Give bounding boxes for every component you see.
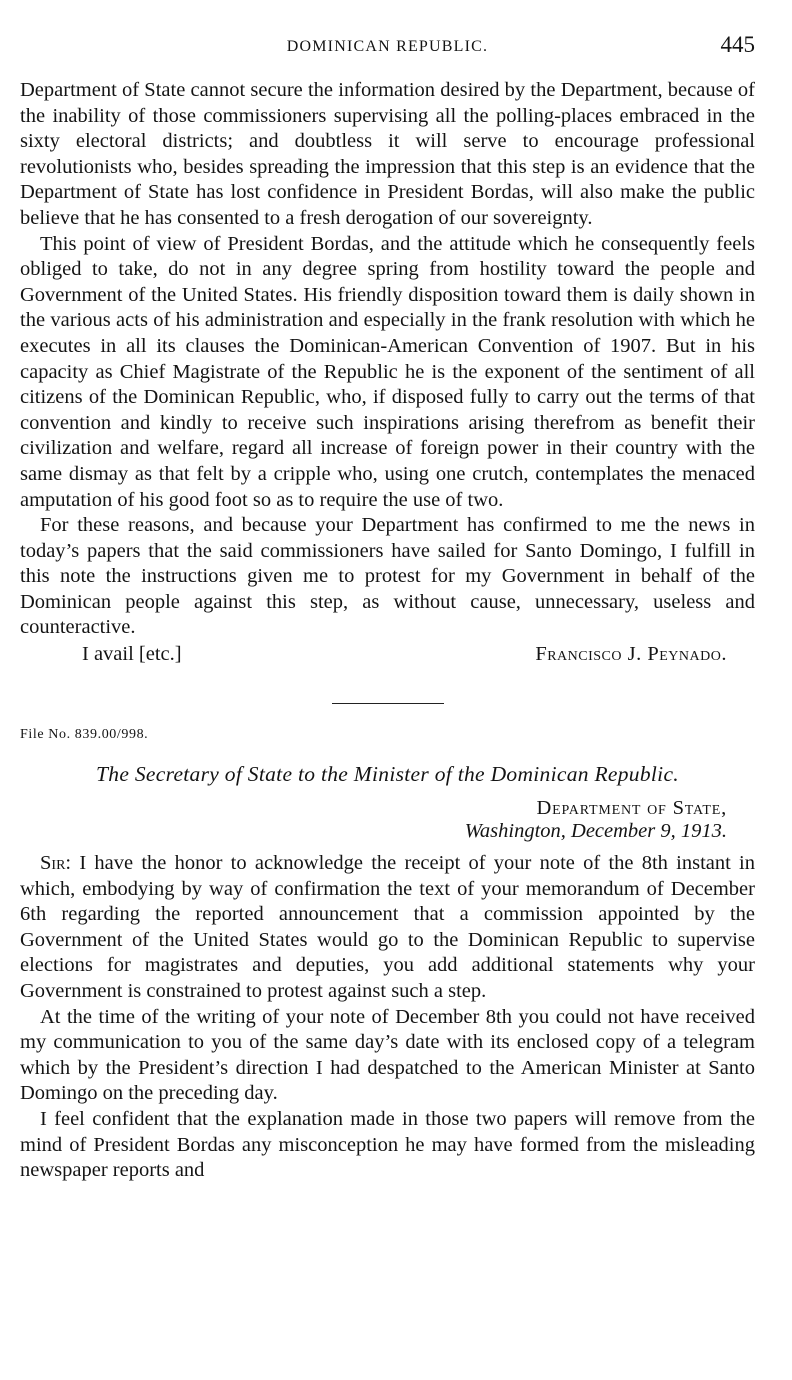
paragraph: At the time of the writing of your note of December 8th you could not have received my communication to you of the same day’s date with its enclosed copy of a telegram which by the President’s direction I had despatched to the American Minister at Santo Domingo on the preceding day.	[20, 1005, 755, 1105]
file-number: File No. 839.00/998.	[20, 727, 149, 743]
paragraph	[20, 851, 755, 1005]
paragraph-text: I have the honor to acknowledge the receipt of your note of the 8th instant in which, embodying by way of confirmation the text of your memorandum of December 6th regarding the reported announcement that a commission appointed by the Government of the United States would go to the Dominican Republic to supervise elections for magistrates and deputies, you add additional statements why your Government is constrained to protest against such a step.	[20, 852, 755, 1003]
paragraph: For these reasons, and because your Department has confirmed to me the news in today’s papers that the said commissioners have sailed for Santo Domingo, I fulfill in this note the instructions given me to protest for my Government in behalf of the Dominican people against this step, as without cause, unnecessary, useless and counteractive.	[20, 514, 755, 639]
dateline-department: Department of State,	[536, 797, 727, 820]
paragraph: I feel confident that the explanation made in those two papers will remove from the mind of President Bordas any misconception he may have formed from the misleading newspaper reports and	[20, 1108, 755, 1182]
page-number: 445	[720, 32, 755, 57]
letter-body	[20, 851, 755, 1184]
running-title: DOMINICAN REPUBLIC.	[286, 38, 489, 55]
closing-formula: I avail [etc.]	[82, 643, 182, 666]
page-body	[20, 78, 755, 1184]
signature: Francisco J. Peynado.	[535, 643, 727, 666]
section-divider	[332, 703, 444, 704]
paragraph: This point of view of President Bordas, and the attitude which he consequently feels obliged to take, do not in any degree spring from hostility toward the people and Government of the United States. His friendly disposition toward them is daily shown in the various acts of his administration and especially in the frank resolution with which he executes in all its clauses the Dominican-American Convention of 1907. But in his capacity as Chief Magistrate of the Republic he is the exponent of the sentiment of all citizens of the Dominican Republic, who, if disposed fully to carry out the terms of that convention and kindly to receive such inspirations arising therefrom as benefit their civilization and welfare, regard all increase of foreign power in their country with the same dismay as that felt by a cripple who, using one crutch, contemplates the menaced amputation of his good foot so as to require the use of two.	[20, 232, 755, 511]
running-head	[20, 30, 755, 60]
closing-line	[20, 641, 755, 667]
paragraph-continued: Department of State cannot secure the information desired by the Department, because of the inability of those commissioners supervising all the polling-places embraced in the sixty electoral districts; and doubtless it will serve to encourage professional revolutionists who, besides spreading the impression that this step is an evidence that the Department of State has lost confidence in President Bordas, will also make the public believe that he has consented to a fresh derogation of our sovereignty.	[20, 79, 755, 229]
dateline-place-date: Washington, December 9, 1913.	[464, 820, 727, 843]
dateline	[20, 797, 755, 843]
salutation: Sir:	[40, 852, 72, 875]
letter-heading: The Secretary of State to the Minister of the Dominican Republic.	[96, 762, 679, 787]
